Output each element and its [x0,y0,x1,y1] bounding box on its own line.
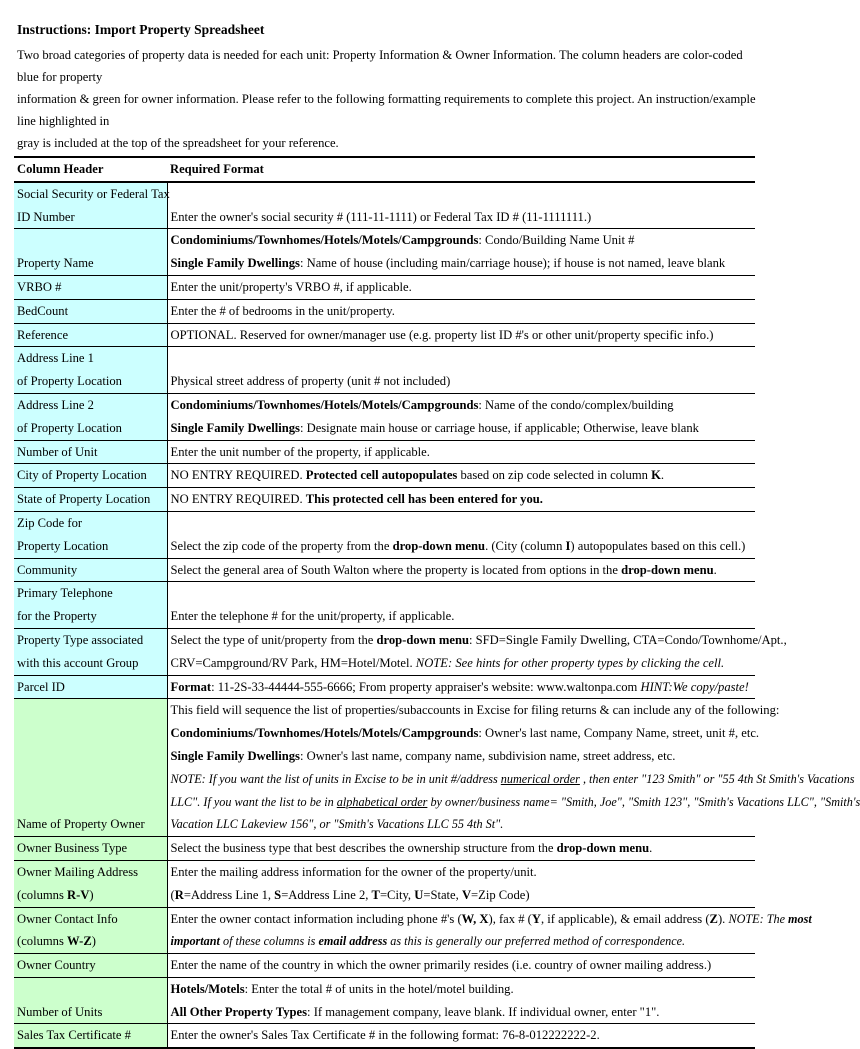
column-header-text: (columns R-V) [17,887,94,902]
table-row [14,582,755,629]
column-header-text: Owner Business Type [17,841,128,856]
column-header-cell [14,323,167,347]
format-text-line: Select the zip code of the property from the drop-down menu. (City (column I) autopopulates based on this cell.) [170,538,746,553]
table-row [14,558,755,582]
table-row [14,347,755,394]
format-text-line: Single Family Dwellings: Owner's last name, company name, subdivision name, street address, etc. [170,748,676,763]
required-format-cell [167,182,755,229]
table-row [14,837,755,861]
format-text-line: Enter the owner contact information including phone #'s (W, X), fax # (Y, if applicable), & email address (Z). NOTE: The most [170,911,812,926]
required-format-cell [167,299,755,323]
column-header-text [17,978,167,1001]
page-title: Instructions: Import Property Spreadsheet [17,22,265,37]
column-header-text: Owner Contact Info [17,911,118,926]
column-header-text: Owner Mailing Address [17,864,139,879]
column-header-text: BedCount [17,303,69,318]
format-text-line: (R=Address Line 1, S=Address Line 2, T=City, U=State, V=Zip Code) [170,887,530,902]
required-format-cell [167,347,755,394]
format-text-line: Select the type of unit/property from the drop-down menu: SFD=Single Family Dwelling, CTA=Condo/Townhome/Apt., [170,632,787,647]
column-header-cell [14,1024,167,1048]
column-header-text: of Property Location [17,374,122,389]
required-format-cell [167,229,755,276]
format-text-line: LLC". If you want the list to be in alphabetical order by owner/business name= "Smith, Joe", "Smith 123", "Smith's Vacations LLC", "Smith's [170,794,860,809]
intro-line: information & green for owner information. Please refer to the following formatting requirements to complete this project. An instruction/example line highlighted in [17,92,756,128]
column-header-text: Address Line 2 [17,397,94,412]
column-header-heading: Column Header [14,157,167,182]
column-header-cell [14,275,167,299]
column-header-text [17,768,167,791]
required-format-heading: Required Format [167,157,755,182]
column-header-cell [14,464,167,488]
column-header-text: Sales Tax Certificate # [17,1028,131,1043]
format-text-line: Enter the # of bedrooms in the unit/property. [170,303,395,318]
table-row [14,1024,755,1048]
column-header-text [17,229,167,252]
table-header-row [14,157,755,182]
table-row [14,699,755,837]
table-row [14,299,755,323]
table-row [14,182,755,229]
format-text-line [171,183,756,206]
required-format-cell [167,275,755,299]
column-header-cell [14,907,167,954]
table-row [14,275,755,299]
column-header-text: Number of Units [17,1004,103,1019]
required-format-cell [167,860,755,907]
column-header-text: with this account Group [17,655,139,670]
column-header-text [17,745,167,768]
column-header-text: Social Security or Federal Tax [17,186,170,201]
column-header-text: of Property Location [17,420,122,435]
format-text-line: important of these columns is email address as this is generally our preferred method of correspondence. [170,934,686,949]
required-format-cell [167,393,755,440]
table-row [14,511,755,558]
format-text-line: Single Family Dwellings: Name of house (including main/carriage house); if house is not named, leave blank [170,256,726,271]
format-text-line: NO ENTRY REQUIRED. Protected cell autopopulates based on zip code selected in column K. [170,468,665,483]
column-header-text: Number of Unit [17,444,98,459]
column-header-cell [14,393,167,440]
column-header-text [17,722,167,745]
format-text-line: This field will sequence the list of properties/subaccounts in Excise for filing returns & can include any of the following: [170,703,780,718]
column-header-cell [14,628,167,675]
column-header-cell [14,860,167,907]
intro-paragraph [17,44,756,154]
column-header-text: Reference [17,327,69,342]
required-format-cell [167,323,755,347]
format-text-line [171,582,756,605]
table-row [14,229,755,276]
column-header-text: ID Number [17,209,75,224]
format-text-line [171,512,756,535]
column-header-text: Property Type associated [17,632,144,647]
column-header-text: Owner Country [17,958,96,973]
column-header-cell [14,229,167,276]
column-header-cell [14,182,170,229]
required-format-cell [167,837,755,861]
format-text-line: Physical street address of property (unit # not included) [170,374,451,389]
format-text-line: Enter the owner's Sales Tax Certificate # in the following format: 76-8-012222222-2. [170,1028,600,1043]
column-header-text: for the Property [17,609,97,624]
column-header-cell [14,837,167,861]
required-format-cell [167,558,755,582]
format-text-line: OPTIONAL. Reserved for owner/manager use (e.g. property list ID #'s or other unit/property specific info.) [170,327,714,342]
column-header-text: Property Location [17,538,109,553]
required-format-cell [167,511,755,558]
format-text-line: Select the business type that best describes the ownership structure from the drop-down menu. [170,841,653,856]
required-format-cell [167,582,755,629]
column-header-cell [14,299,167,323]
intro-line: Two broad categories of property data is needed for each unit: Property Information & Owner Information. The column headers are color-coded blue for property [17,48,743,84]
format-text-line: Enter the name of the country in which the owner primarily resides (i.e. country of owner mailing address.) [170,958,712,973]
table-row [14,628,755,675]
required-format-cell [167,488,755,512]
table-row [14,977,755,1024]
column-header-text: State of Property Location [17,492,151,507]
table-row [14,488,755,512]
column-header-cell [14,347,167,394]
table-row [14,393,755,440]
table-row [14,464,755,488]
table-body [14,182,860,1048]
column-header-cell [14,488,167,512]
required-format-cell [167,628,787,675]
column-header-cell [14,699,167,837]
table-row [14,675,755,699]
column-header-text [17,699,167,722]
format-text-line: NO ENTRY REQUIRED. This protected cell has been entered for you. [170,492,543,507]
format-text-line: Condominiums/Townhomes/Hotels/Motels/Campgrounds: Condo/Building Name Unit # [170,233,635,248]
column-header-cell [14,675,167,699]
column-header-text: Zip Code for [17,515,83,530]
column-header-text: Property Name [17,256,94,271]
format-text-line: Enter the unit number of the property, if applicable. [170,444,430,459]
format-text-line: Condominiums/Townhomes/Hotels/Motels/Campgrounds: Name of the condo/complex/building [170,397,674,412]
column-header-cell [14,440,167,464]
intro-line: gray is included at the top of the spreadsheet for your reference. [17,136,339,150]
column-header-cell [14,511,167,558]
required-format-cell [167,440,755,464]
format-table [14,156,860,1049]
column-header-cell [14,582,167,629]
column-header-text: Primary Telephone [17,586,113,601]
column-header-cell [14,954,167,978]
format-text-line: Enter the telephone # for the unit/property, if applicable. [170,609,455,624]
format-text-line: Select the general area of South Walton where the property is located from options in the drop-down menu. [170,562,717,577]
format-text-line: Vacation LLC Lakeview 156", or "Smith's Vacations LLC 55 4th St". [170,817,504,832]
format-text-line [171,347,756,370]
format-text-line: All Other Property Types: If management company, leave blank. If individual owner, enter "1". [170,1004,660,1019]
format-text-line: Enter the unit/property's VRBO #, if applicable. [170,279,412,294]
required-format-cell [167,1024,755,1048]
format-text-line: Format: 11-2S-33-44444-555-6666; From property appraiser's website: www.waltonpa.com HINT:We copy/paste! [170,679,749,694]
column-header-cell [14,558,167,582]
required-format-cell [167,675,755,699]
required-format-cell [167,699,860,837]
column-header-text: Name of Property Owner [17,817,145,832]
column-header-text: Address Line 1 [17,351,94,366]
required-format-cell [167,977,755,1024]
table-row [14,907,755,954]
format-text-line: CRV=Campground/RV Park, HM=Hotel/Motel. NOTE: See hints for other property types by clicking the cell. [170,655,725,670]
required-format-cell [167,907,812,954]
column-header-text [17,791,167,814]
table-row [14,440,755,464]
table-row [14,954,755,978]
column-header-cell [14,977,167,1024]
format-text-line: Condominiums/Townhomes/Hotels/Motels/Campgrounds: Owner's last name, Company Name, street, unit #, etc. [170,726,760,741]
format-text-line: NOTE: If you want the list of units in Excise to be in unit #/address numerical order , then enter "123 Smith" or "55 4th St Smith's Vacations [170,771,855,786]
format-text-line: Enter the mailing address information for the owner of the property/unit. [170,864,537,879]
column-header-text: (columns W-Z) [17,934,96,949]
column-header-text: VRBO # [17,279,62,294]
table-row [14,323,755,347]
format-text-line: Hotels/Motels: Enter the total # of units in the hotel/motel building. [170,981,514,996]
format-text-line: Enter the owner's social security # (111-11-1111) or Federal Tax ID # (11-1111111.) [170,209,592,224]
table-row [14,860,755,907]
required-format-cell [167,954,755,978]
column-header-text: Parcel ID [17,679,65,694]
column-header-text: Community [17,562,78,577]
column-header-text: City of Property Location [17,468,147,483]
format-text-line: Single Family Dwellings: Designate main house or carriage house, if applicable; Otherwise, leave blank [170,420,699,435]
required-format-cell [167,464,755,488]
